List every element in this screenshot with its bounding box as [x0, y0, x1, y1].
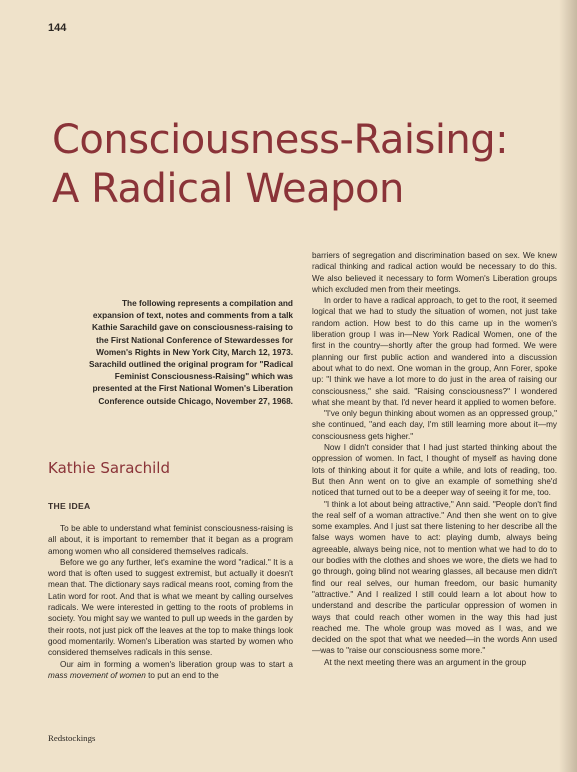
left-column [48, 523, 293, 681]
paragraph-text: to put an end to the [145, 670, 219, 680]
article-title [52, 116, 552, 214]
paragraph: To be able to understand what feminist consciousness-raising is all about, it is important to remember that it began as a program among women who all considered themselves radicals. [48, 524, 293, 556]
paragraph: "I think a lot about being attractive," Ann said. "People don't find the real self of a woman attractive." And then she went on to give some examples. And I just sat there listening to her describe all the false ways women have to act: playing dumb, always being agreeable, always being nice, not to mention what we had to do to our bodies with the clothes and shoes we wore, the diets we had to go through, going blind not wearing glasses, all because men didn't find our real selves, our human freedom, our basic humanity "attractive." And I realized I still could learn a lot about how to understand and describe the particular oppression of women in ways that could reach other women in the way this had just reached me. The whole group was moved as I was, and we decided on the spot that what we needed—in the words Ann used—was to "raise our consciousness some more." [312, 499, 557, 656]
title-line-1: Consciousness-Raising: [52, 117, 509, 163]
page-number: 144 [48, 22, 67, 34]
emphasis-text: mass movement of women [48, 670, 146, 680]
title-line-2: A Radical Weapon [52, 166, 404, 212]
footer-source: Redstockings [48, 733, 96, 743]
author-name: Kathie Sarachild [48, 459, 170, 477]
paragraph: Now I didn't consider that I had just started thinking about the oppression of women. In fact, I thought of myself as having done lots of thinking about it for quite a while, and lots of reading, too. But then Ann went on to give an example of something she'd noticed that turned out to be a deeper way of seeing it for me, too. [312, 443, 557, 498]
right-column [312, 250, 557, 668]
intro-note: The following represents a compilation and expansion of text, notes and comments from a talk Kathie Sarachild gave on consciousness-raising to the First National Conference of Stewardesses for Women's Rights in New York City, March 12, 1973. Sarachild outlined the original program for "Radical Feminist Consciousness-Raising" which was presented at the First National Women's Liberation Conference outside Chicago, November 27, 1968. [88, 298, 293, 406]
paragraph-text: Our aim in forming a women's liberation group was to start a [60, 659, 293, 669]
paragraph: Before we go any further, let's examine the word "radical." It is a word that is often used to suggest extremist, but actually it doesn't mean that. The dictionary says radical means root, coming from the Latin word for root. And that is what we meant by calling ourselves radicals. We were interested in getting to the roots of problems in society. You might say we wanted to pull up weeds in the garden by their roots, not just pick off the leaves at the top to make things look good momentarily. Women's Liberation was started by women who considered themselves radicals in this sense. [48, 557, 293, 658]
page-edge-shadow [559, 0, 577, 772]
section-heading: THE IDEA [48, 501, 91, 511]
paragraph: At the next meeting there was an argument in the group [324, 657, 527, 667]
paragraph: barriers of segregation and discrimination based on sex. We knew radical thinking and radical action would be necessary to do this. We also believed it necessary to form Women's Liberation groups which excluded men from their meetings. [312, 251, 557, 294]
paragraph: In order to have a radical approach, to get to the root, it seemed logical that we had to study the situation of women, not just take random action. How best to do this came up in the women's liberation group I was in—New York Radical Women, one of the first in the country—shortly after the group had formed. We were planning our first public action and wandered into a discussion about what to do next. One woman in the group, Ann Forer, spoke up: "I think we have a lot more to do just in the area of raising our consciousness," she said. "Raising consciousness?" I wondered what she meant by that. I'd never heard it applied to women before. [312, 296, 557, 407]
paragraph [48, 659, 293, 682]
paragraph: "I've only begun thinking about women as an oppressed group," she continued, "and each day, I'm still learning more about it—my consciousness gets higher." [312, 409, 557, 441]
